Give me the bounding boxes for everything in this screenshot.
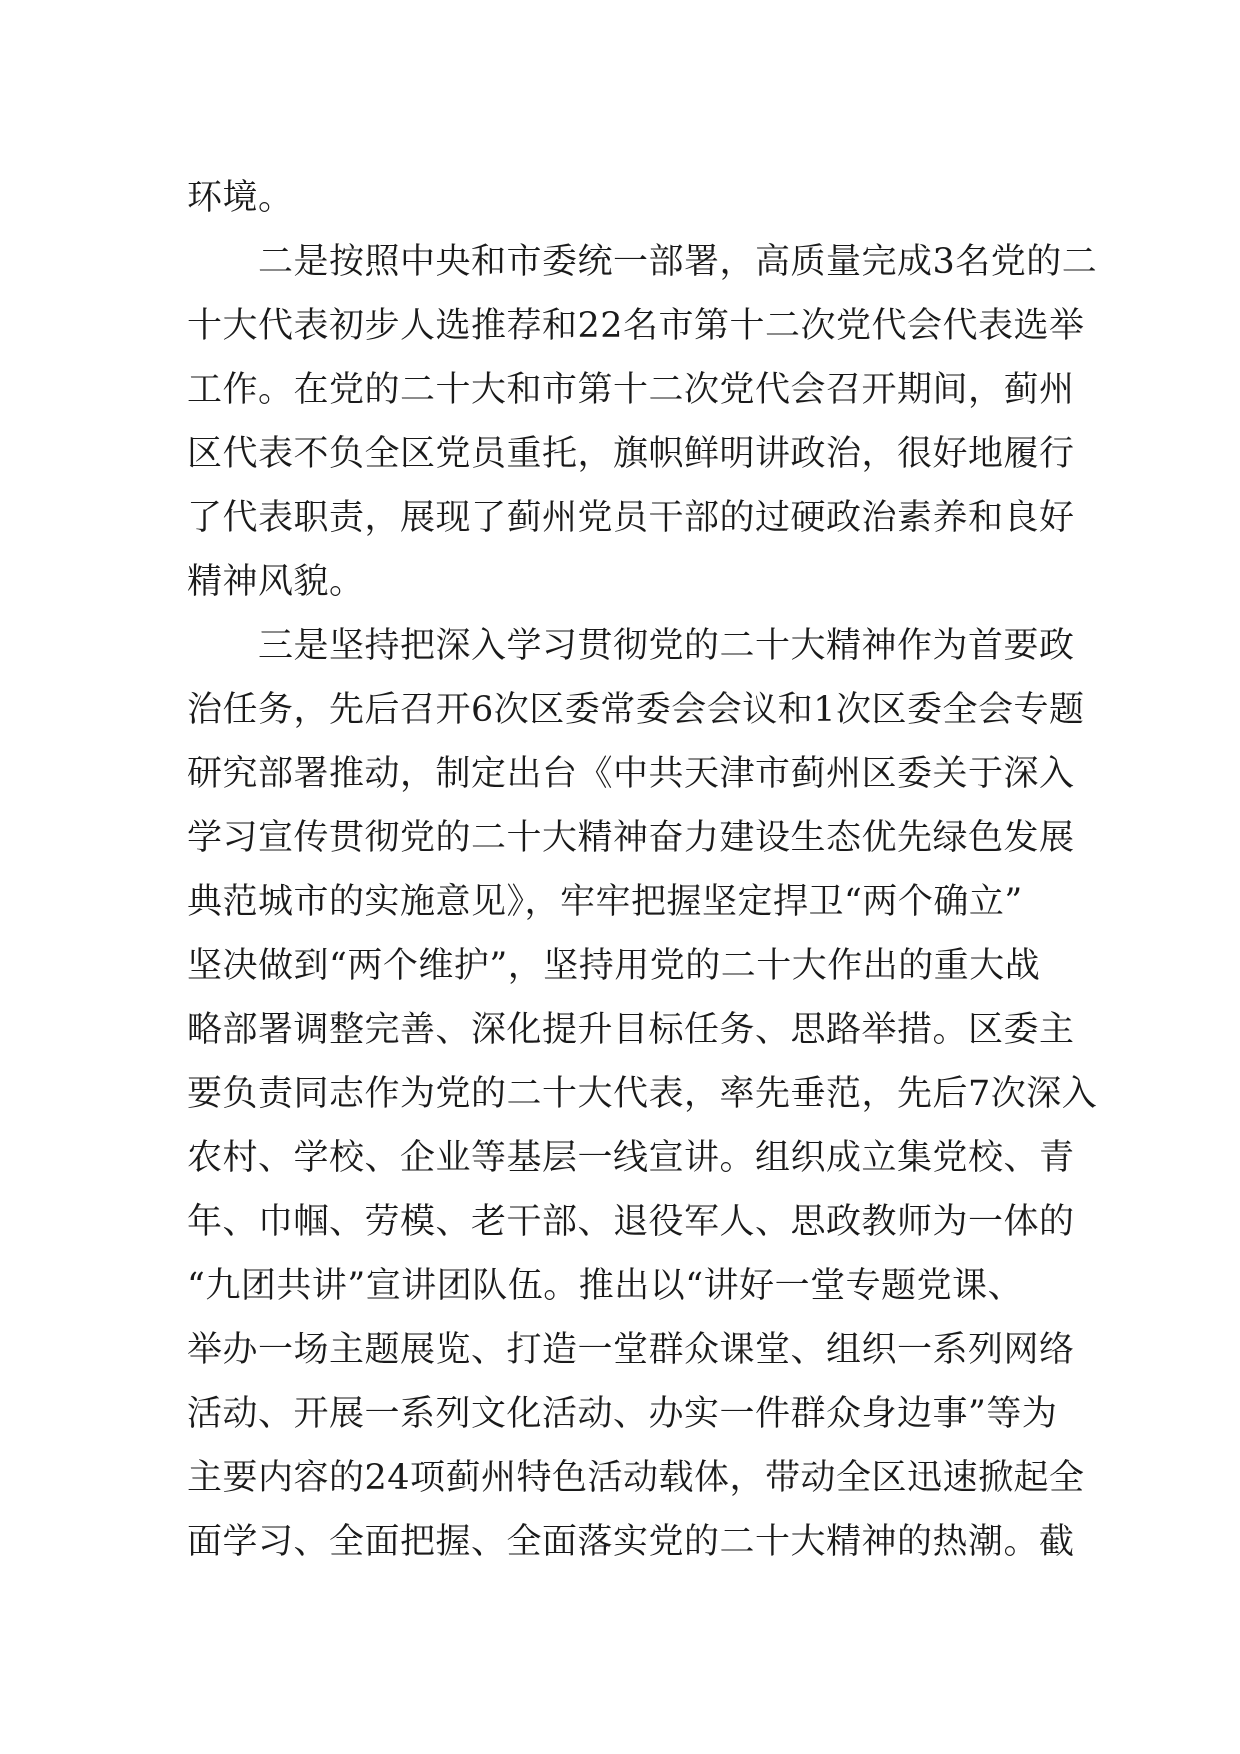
text-line: 要负责同志作为党的二十大代表，率先垂范，先后7次深入 (187, 1074, 1098, 1114)
text-line: 工作。在党的二十大和市第十二次党代会召开期间，蓟州 (187, 370, 1075, 410)
text-line: 坚决做到“两个维护”，坚持用党的二十大作出的重大战 (187, 946, 1041, 986)
text-line: “九团共讲”宣讲团队伍。推出以“讲好一堂专题党课、 (187, 1266, 1024, 1306)
text-line: 治任务，先后召开6次区委常委会会议和1次区委全会专题 (187, 690, 1085, 730)
text-line: 研究部署推动，制定出台《中共天津市蓟州区委关于深入 (187, 754, 1075, 794)
text-line: 举办一场主题展览、打造一堂群众课堂、组织一系列网络 (187, 1330, 1075, 1370)
body-text (187, 166, 1098, 1574)
text-line: 农村、学校、企业等基层一线宣讲。组织成立集党校、青 (187, 1138, 1075, 1178)
text-line: 活动、开展一系列文化活动、办实一件群众身边事”等为 (187, 1394, 1058, 1434)
text-line: 年、巾帼、劳模、老干部、退役军人、思政教师为一体的 (187, 1202, 1075, 1242)
text-line: 三是坚持把深入学习贯彻党的二十大精神作为首要政 (187, 626, 1075, 666)
text-line: 典范城市的实施意见》，牢牢把握坚定捍卫“两个确立” (187, 882, 1023, 922)
text-line: 面学习、全面把握、全面落实党的二十大精神的热潮。截 (187, 1522, 1075, 1562)
text-line: 环境。 (187, 178, 294, 218)
text-line: 二是按照中央和市委统一部署，高质量完成3名党的二 (187, 242, 1098, 282)
text-line: 区代表不负全区党员重托，旗帜鲜明讲政治，很好地履行 (187, 434, 1075, 474)
text-line: 学习宣传贯彻党的二十大精神奋力建设生态优先绿色发展 (187, 818, 1075, 858)
text-line: 略部署调整完善、深化提升目标任务、思路举措。区委主 (187, 1010, 1075, 1050)
text-line: 主要内容的24项蓟州特色活动载体，带动全区迅速掀起全 (187, 1458, 1085, 1498)
text-line: 精神风貌。 (187, 562, 365, 602)
text-line: 十大代表初步人选推荐和22名市第十二次党代会代表选举 (187, 306, 1085, 346)
text-line: 了代表职责，展现了蓟州党员干部的过硬政治素养和良好 (187, 498, 1075, 538)
